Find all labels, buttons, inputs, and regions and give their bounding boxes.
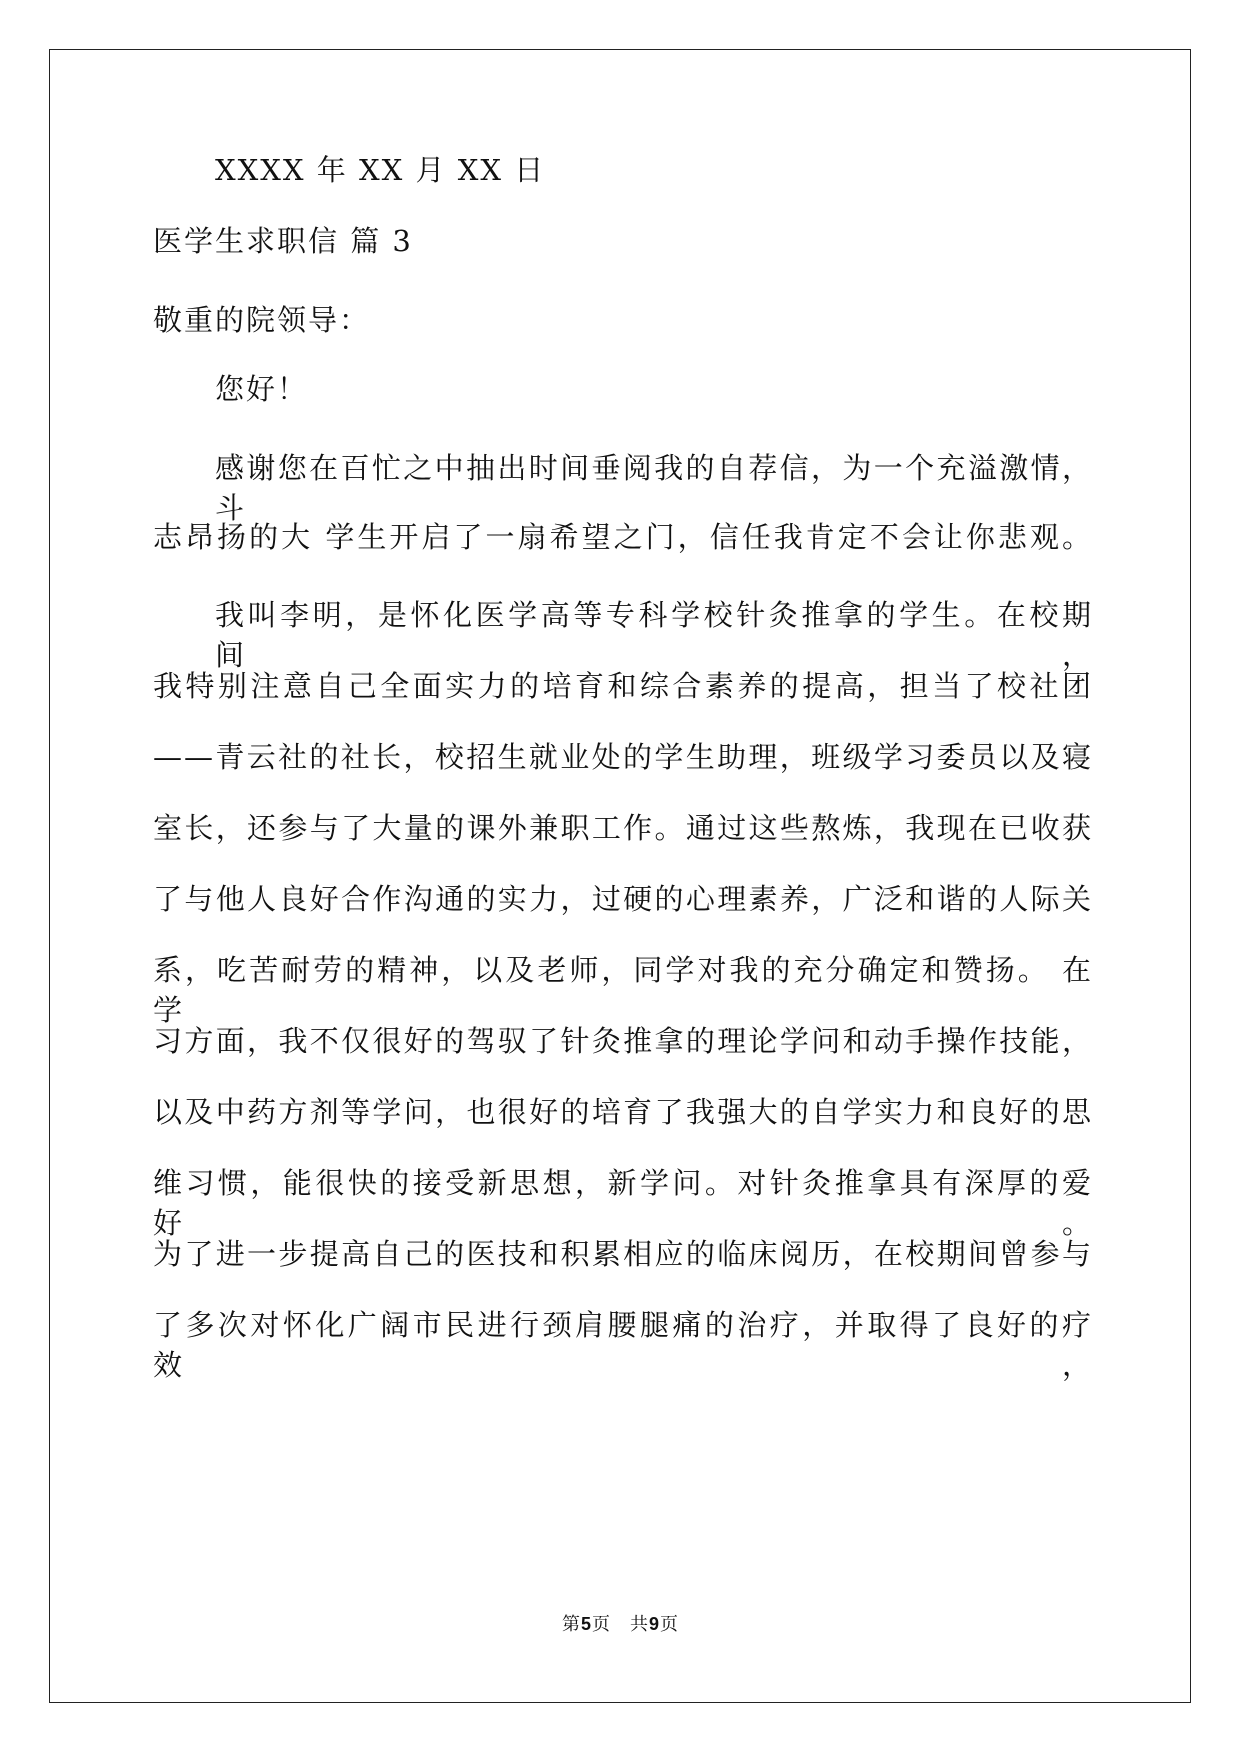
paragraph-1-line-2: 志昂扬的大 学生开启了一扇希望之门，信任我肯定不会让你悲观。: [153, 520, 1093, 554]
paragraph-2-line-7: 习方面，我不仅很好的驾驭了针灸推拿的理论学问和动手操作技能，: [153, 1024, 1093, 1058]
paragraph-2-line-1: 我叫李明，是怀化医学高等专科学校针灸推拿的学生。在校期间，: [215, 598, 1093, 672]
date-line: XXXX 年 XX 月 XX 日: [215, 153, 546, 187]
page-footer: [0, 1610, 1241, 1636]
letter-heading: 医学生求职信 篇 3: [153, 224, 413, 258]
paragraph-2-line-3: ——青云社的社长，校招生就业处的学生助理，班级学习委员以及寝: [153, 740, 1093, 774]
paragraph-2-line-11: 了多次对怀化广阔市民进行颈肩腰腿痛的治疗，并取得了良好的疗效，: [153, 1308, 1093, 1382]
footer-prefix: 第: [561, 1614, 581, 1635]
paragraph-2-line-10: 为了进一步提高自己的医技和积累相应的临床阅历，在校期间曾参与: [153, 1237, 1093, 1271]
paragraph-2-line-9: 维习惯，能很快的接受新思想，新学问。对针灸推拿具有深厚的爱好。: [153, 1166, 1093, 1240]
page-border: [49, 49, 1191, 1703]
footer-page-number: 5: [580, 1614, 592, 1634]
footer-mid: 页 共: [592, 1614, 649, 1635]
footer-suffix: 页: [660, 1614, 680, 1635]
paragraph-2-line-6: 系，吃苦耐劳的精神，以及老师，同学对我的充分确定和赞扬。 在学: [153, 953, 1093, 1027]
footer-total-pages: 9: [649, 1614, 661, 1634]
paragraph-2-line-4: 室长，还参与了大量的课外兼职工作。通过这些熬炼，我现在已收获: [153, 811, 1093, 845]
paragraph-2-line-2: 我特别注意自己全面实力的培育和综合素养的提高，担当了校社团: [153, 669, 1093, 703]
greeting: 您好！: [215, 372, 309, 406]
salutation: 敬重的院领导：: [153, 303, 371, 337]
paragraph-2-line-5: 了与他人良好合作沟通的实力，过硬的心理素养，广泛和谐的人际关: [153, 882, 1093, 916]
paragraph-1-line-1: 感谢您在百忙之中抽出时间垂阅我的自荐信，为一个充溢激情，斗: [215, 451, 1093, 525]
paragraph-2-line-8: 以及中药方剂等学问，也很好的培育了我强大的自学实力和良好的思: [153, 1095, 1093, 1129]
